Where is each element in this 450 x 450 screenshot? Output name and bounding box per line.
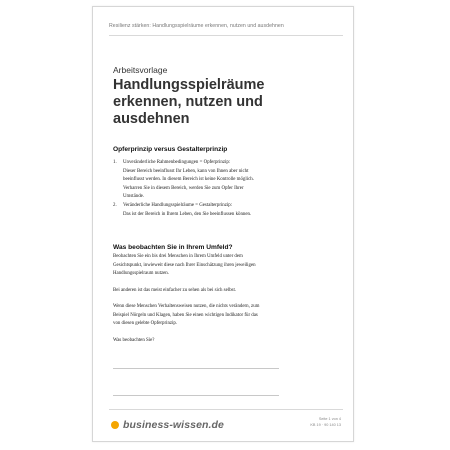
paragraph-line: Beispiel Nörgeln und Klagen, haben Sie einen wichtigen Indikator für das [113,312,258,318]
paragraph [113,303,323,329]
list-line: Veränderliche Handlungsspielräume = Gestalterprinzip: [123,202,233,208]
running-header: Resilienz stärken: Handlungsspielräume erkennen, nutzen und ausdehnen [109,23,284,29]
page-meta [310,416,341,428]
paragraph-line: Wenn diese Menschen Verhaltensweisen nutzen, die nichts verändern, zum [113,304,260,309]
paragraph [113,287,323,296]
document-code: KB 19 · 90 140 13 [310,423,341,427]
list-line: Unveränderliche Rahmenbedingungen = Opferprinzip: [123,160,231,165]
list-item [113,159,313,202]
header-divider [109,35,343,36]
title-line: Handlungsspielräume [113,77,265,93]
paragraph-line: Beobachten Sie ein bis drei Menschen in Ihrem Umfeld unter dem [113,254,243,259]
list-number: 1. [113,160,117,165]
paragraph-line: Was beobachten Sie? [113,338,155,343]
paragraph-line: Bei anderen ist das meist einfacher zu sehen als bei sich selbst. [113,288,237,293]
list-line: beeinflusst werden. In diesem Bereich ist keine Kontrolle möglich. [123,177,254,183]
list-item [113,202,313,219]
list-line: Verharren Sie in diesem Bereich, werden Sie zum Opfer Ihrer [123,185,244,191]
paragraph [113,337,323,346]
document-title [113,77,303,128]
brand-name: business-wissen.de [123,419,225,431]
list-line: Das ist der Bereich in Ihrem Leben, den Sie beeinflussen können. [123,211,252,217]
section-heading-principles: Opferprinzip versus Gestalterprinzip [113,146,228,153]
paragraph-line: Gesichtspunkt, inwieweit diese nach Ihrer Einschätzung ihren jeweiligen [113,262,256,268]
brand-logo [111,419,224,431]
footer-divider [109,409,343,410]
paragraph [113,253,323,279]
document-page [92,6,354,442]
section-heading-observation: Was beobachten Sie in Ihrem Umfeld? [113,244,233,251]
paragraph-line: Handlungsspielraum nutzen. [113,271,169,277]
answer-line [113,395,279,396]
document-type-label: Arbeitsvorlage [113,65,168,75]
list-number: 2. [113,202,117,208]
principles-list [113,159,313,219]
logo-dot-icon [111,421,119,429]
answer-line [113,368,279,369]
title-line: erkennen, nutzen und [113,94,263,110]
page-number: Seite 1 von 4 [318,417,341,421]
paragraph-line: von diesen gelebte Opferprinzip. [113,321,178,327]
title-line: ausdehnen [113,111,190,127]
list-line: Umstände. [123,194,145,200]
list-line: Dieser Bereich beeinflusst Ihr Leben, kann von Ihnen aber nicht [123,168,249,174]
